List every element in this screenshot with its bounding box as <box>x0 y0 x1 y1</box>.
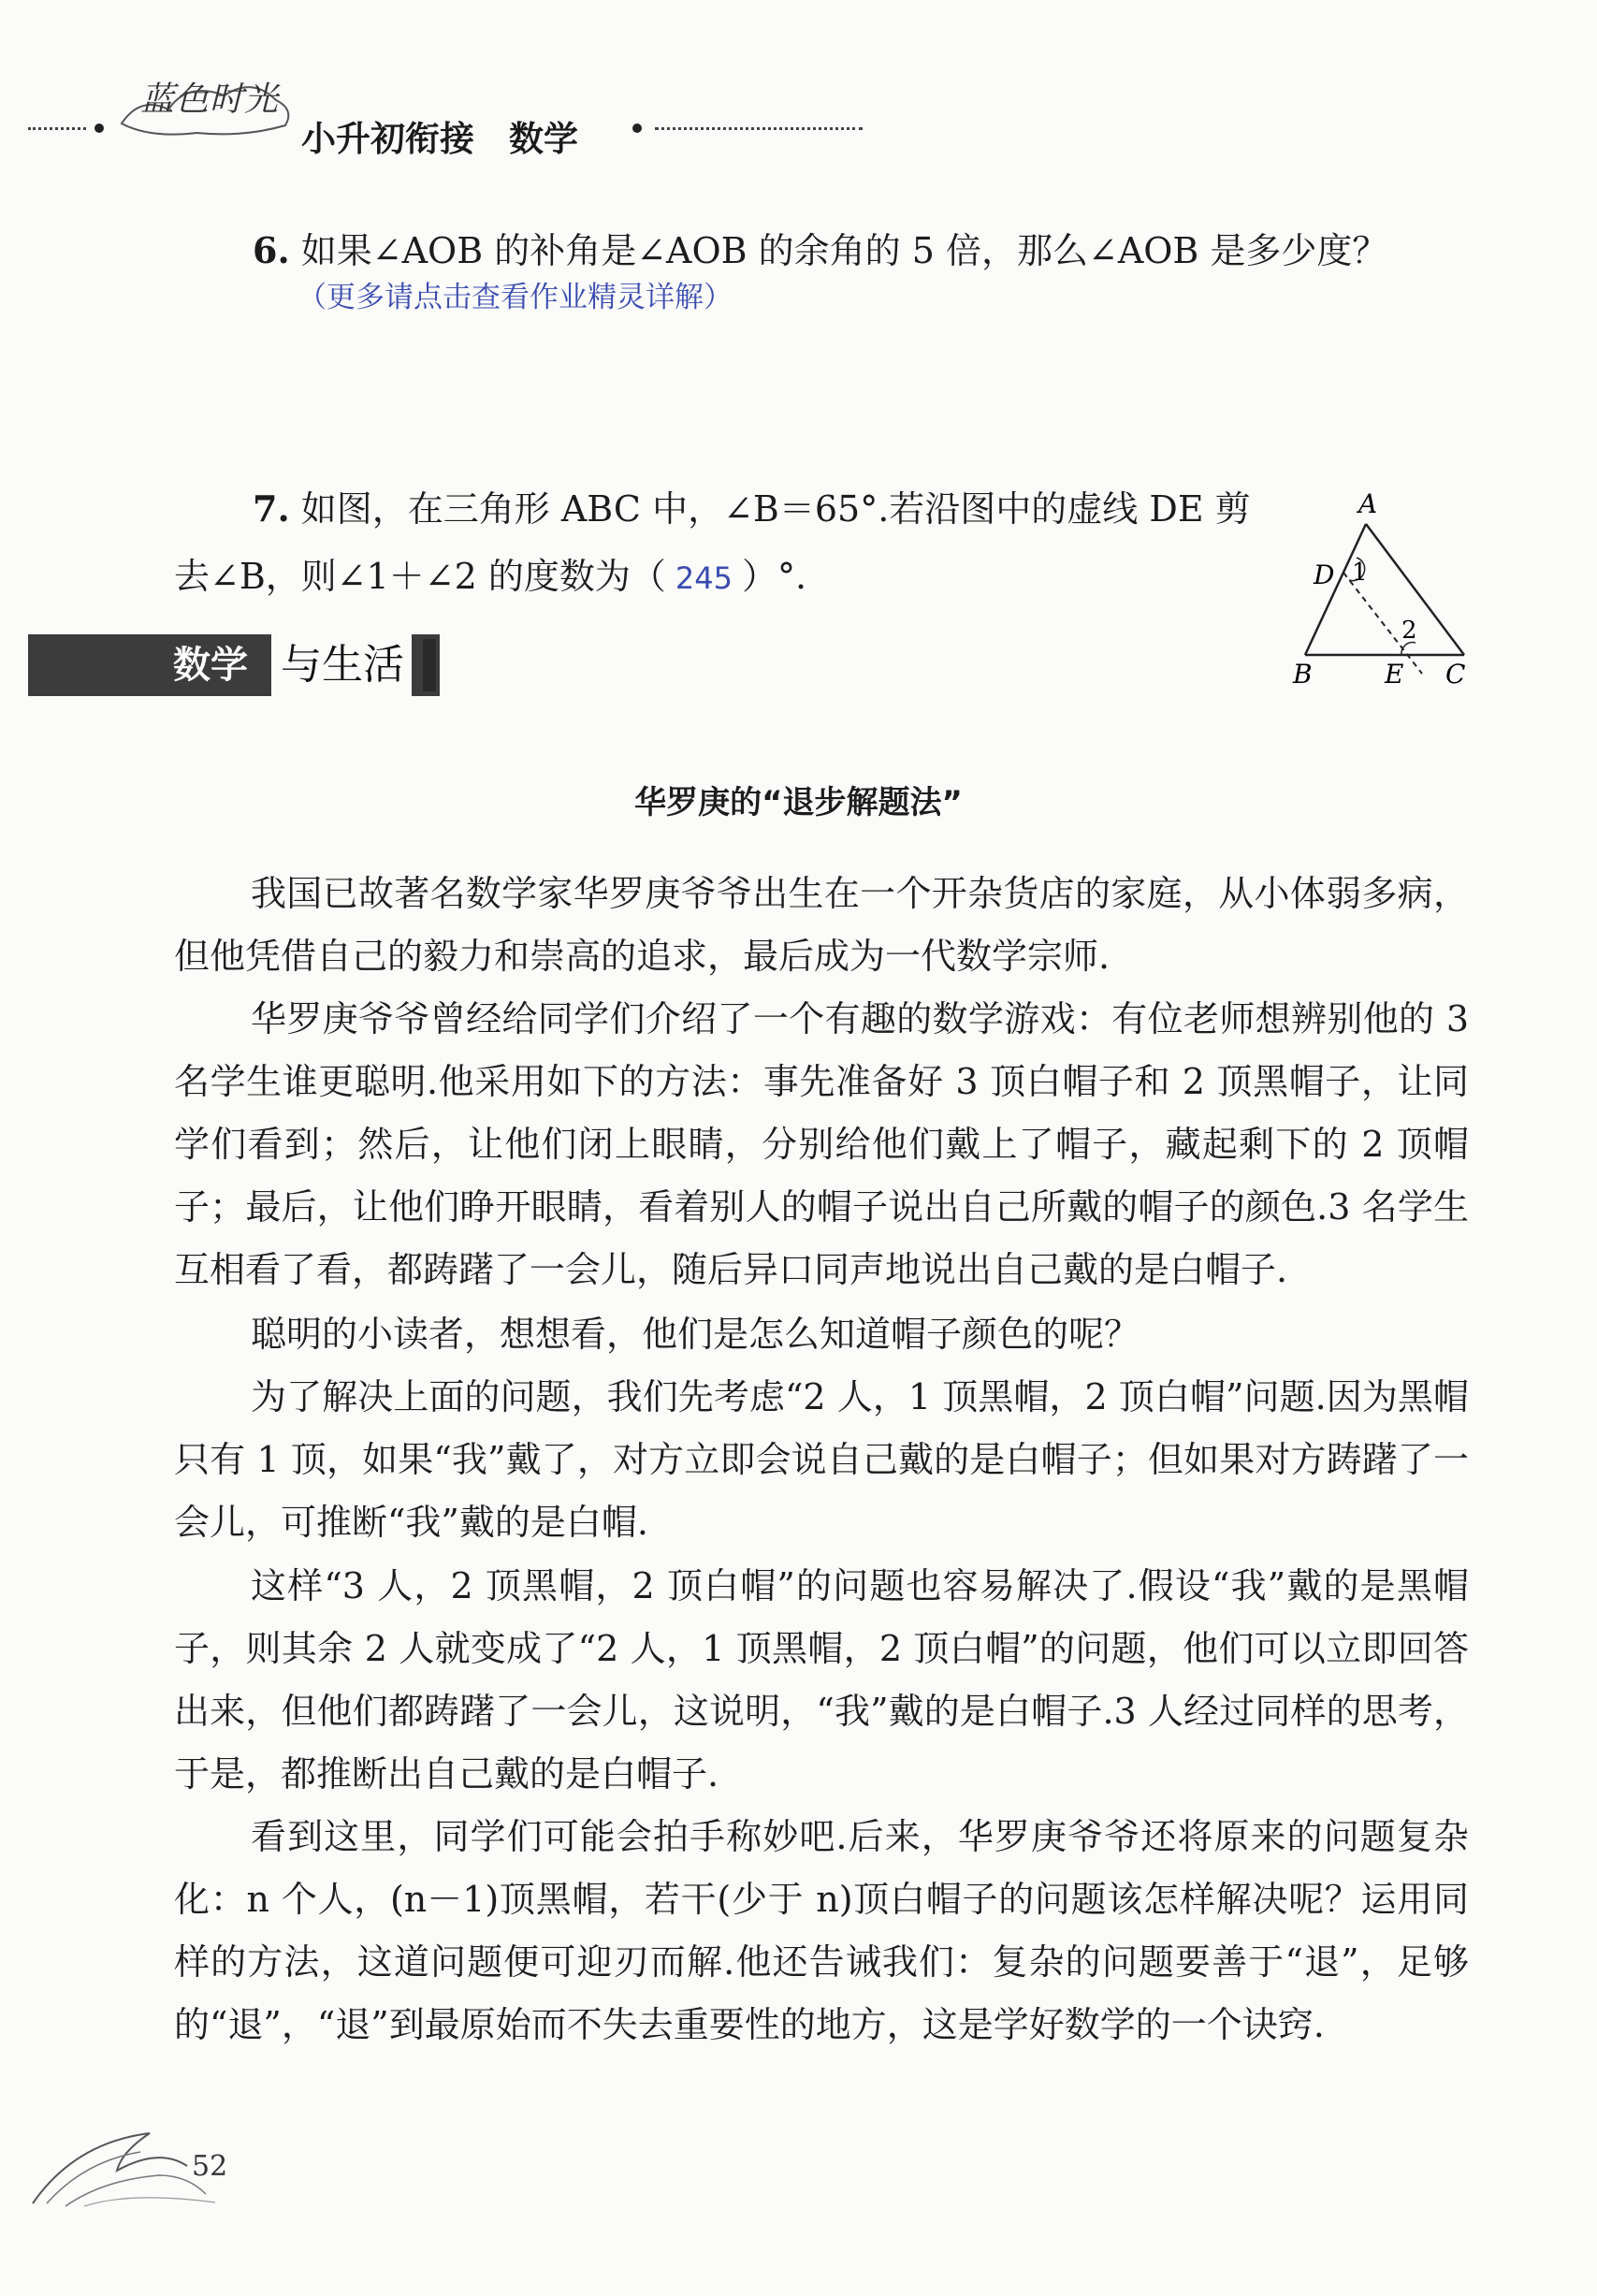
question-7-text-line2: 去∠B，则∠1＋∠2 的度数为（ <box>174 556 666 597</box>
question-7-text-line2-end: ）°. <box>741 556 807 597</box>
question-7-line2 <box>174 543 806 612</box>
triangle-figure <box>1282 487 1506 692</box>
header-title: 小升初衔接 数学 <box>301 118 578 159</box>
header-dot-right <box>632 124 642 133</box>
vertex-b-label: B <box>1293 659 1313 690</box>
article-paragraph-2: 华罗庚爷爷曾经给同学们介绍了一个有趣的数学游戏：有位老师想辨别他的 3 名学生谁更聪明.他采用如下的方法：事先准备好 3 顶白帽子和 2 顶黑帽子，让同学们看到；然后，让他们闭上眼睛，分别给他们戴上了帽子，藏起剩下的 2 顶帽子；最后，让他们睁开眼睛，看着别人的帽子说出自己所戴的帽子的颜色.3 名学生互相看了看，都踌躇了一会儿，随后异口同声地说出自己戴的是白帽子. <box>174 998 1469 1290</box>
question-6-number: 6. <box>253 229 290 271</box>
angle-2-label: 2 <box>1401 617 1417 645</box>
vertex-c-label: C <box>1445 659 1466 690</box>
question-7-line1 <box>253 475 1251 543</box>
article-paragraph-3: 聪明的小读者，想想看，他们是怎么知道帽子颜色的呢？ <box>251 1314 1140 1355</box>
article-title: 华罗庚的“退步解题法” <box>634 784 963 821</box>
vertex-a-label: A <box>1358 488 1378 519</box>
question-7-number: 7. <box>253 487 290 530</box>
details-link[interactable]: （更多请点击查看作业精灵详解） <box>298 281 733 314</box>
angle-1-label: 1 <box>1352 559 1368 587</box>
question-7-answer: 245 <box>675 560 733 596</box>
header-dotted-rule-left <box>28 127 86 130</box>
header-dot-left <box>94 124 104 133</box>
point-d-label: D <box>1314 559 1335 590</box>
section-title-bold: 数学 <box>173 644 248 687</box>
point-e-label: E <box>1385 659 1404 690</box>
question-6-text: 如果∠AOB 的补角是∠AOB 的余角的 5 倍，那么∠AOB 是多少度？ <box>300 230 1388 271</box>
article-paragraph-5: 这样“3 人，2 顶黑帽，2 顶白帽”的问题也容易解决了.假设“我”戴的是黑帽子，则其余 2 人就变成了“2 人，1 顶黑帽，2 顶白帽”的问题，他们可以立即回答出来，但他们都踌躇了一会儿，这说明，“我”戴的是白帽子.3 人经过同样的思考，于是，都推断出自己戴的是白帽子. <box>174 1565 1469 1795</box>
article-paragraph-1: 我国已故著名数学家华罗庚爷爷出生在一个开杂货店的家庭，从小体弱多病，但他凭借自己的毅力和崇高的追求，最后成为一代数学宗师. <box>174 873 1469 977</box>
section-title-light: 与生活 <box>271 634 412 696</box>
brand-logo-text: 蓝色时光 <box>140 80 280 119</box>
question-7-text-line1: 如图，在三角形 ABC 中，∠B＝65°.若沿图中的虚线 DE 剪 <box>300 488 1251 530</box>
page-number: 52 <box>192 2150 228 2183</box>
article-paragraph-6: 看到这里，同学们可能会拍手称妙吧.后来，华罗庚爷爷还将原来的问题复杂化：n 个人，(n－1)顶黑帽，若干(少于 n)顶白帽子的问题该怎样解决呢？运用同样的方法，这道问题便可迎刃而解.他还告诫我们：复杂的问题要善于“退”，足够的“退”，“退”到最原始而不失去重要性的地方，这是学好数学的一个诀窍. <box>174 1816 1469 2045</box>
article-paragraph-4: 为了解决上面的问题，我们先考虑“2 人，1 顶黑帽，2 顶白帽”问题.因为黑帽只有 1 顶，如果“我”戴了，对方立即会说自己戴的是白帽子；但如果对方踌躇了一会儿，可推断“我”戴的是白帽. <box>174 1376 1469 1543</box>
section-banner-end <box>423 639 436 691</box>
header-dotted-rule-right <box>655 127 863 130</box>
